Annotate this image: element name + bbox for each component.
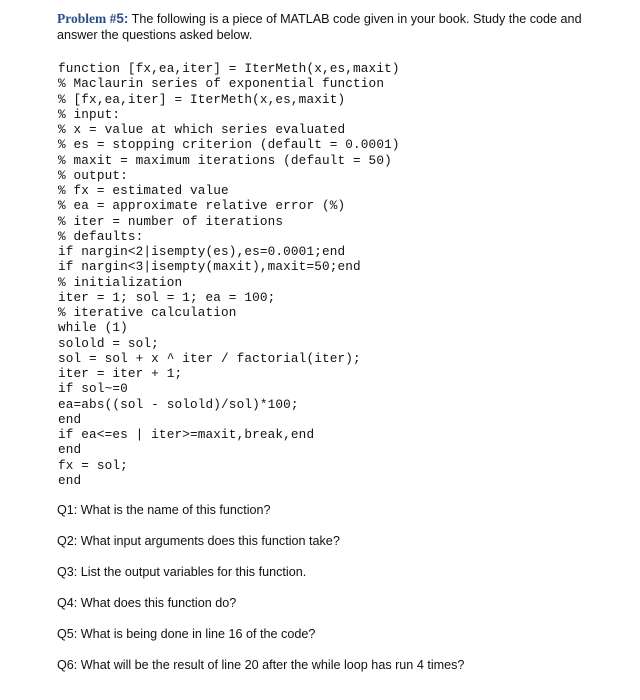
code-line: % input:	[58, 106, 121, 122]
code-line: % initialization	[58, 274, 183, 290]
code-line: % maxit = maximum iterations (default = 50)	[58, 152, 392, 168]
code-line: % iterative calculation	[58, 305, 237, 320]
code-line: end	[58, 472, 82, 488]
code-line: % iter = number of iterations	[58, 213, 284, 229]
problem-label	[57, 11, 128, 26]
problem-text: The following is a piece of MATLAB code given in your book. Study the code and answer the questions asked below.	[57, 12, 582, 42]
code-line: % fx = estimated value	[58, 183, 229, 198]
code-line: sol = sol + x ^ iter / factorial(iter);	[58, 350, 361, 366]
code-line: % ea = approximate relative error (%)	[58, 198, 346, 214]
code-line: function [fx,ea,iter] = IterMeth(x,es,maxit)	[58, 61, 400, 76]
code-line: % es = stopping criterion (default = 0.0001)	[58, 137, 400, 153]
question-3: Q3: List the output variables for this function.	[57, 565, 307, 579]
code-line: iter = iter + 1;	[58, 366, 183, 381]
code-line: end	[58, 442, 82, 458]
code-line: solold = sol;	[58, 335, 159, 351]
code-line: fx = sol;	[58, 457, 128, 473]
code-line: if nargin<2|isempty(es),es=0.0001;end	[58, 244, 346, 259]
question-2: Q2: What input arguments does this function take?	[57, 534, 340, 548]
code-line: ea=abs((sol - solold)/sol)*100;	[58, 396, 299, 412]
problem-statement	[57, 11, 587, 43]
code-line: if ea<=es | iter>=maxit,break,end	[58, 427, 315, 442]
question-1: Q1: What is the name of this function?	[57, 503, 271, 517]
code-line: % output:	[58, 167, 128, 183]
code-line: iter = 1; sol = 1; ea = 100;	[58, 289, 276, 305]
code-line: % defaults:	[58, 228, 144, 244]
code-line: end	[58, 411, 82, 427]
code-line: % Maclaurin series of exponential function	[58, 76, 385, 92]
code-line: if sol~=0	[58, 381, 128, 397]
code-line: % [fx,ea,iter] = IterMeth(x,es,maxit)	[58, 91, 346, 107]
problem-label-number: 5:	[116, 11, 129, 26]
code-line: while (1)	[58, 320, 128, 336]
matlab-code-block	[58, 61, 400, 488]
code-line: % x = value at which series evaluated	[58, 122, 346, 137]
question-6: Q6: What will be the result of line 20 after the while loop has run 4 times?	[57, 658, 465, 672]
problem-label-prefix: Problem #	[57, 11, 117, 26]
code-line: if nargin<3|isempty(maxit),maxit=50;end	[58, 259, 361, 275]
question-5: Q5: What is being done in line 16 of the code?	[57, 627, 316, 641]
question-4: Q4: What does this function do?	[57, 596, 237, 610]
